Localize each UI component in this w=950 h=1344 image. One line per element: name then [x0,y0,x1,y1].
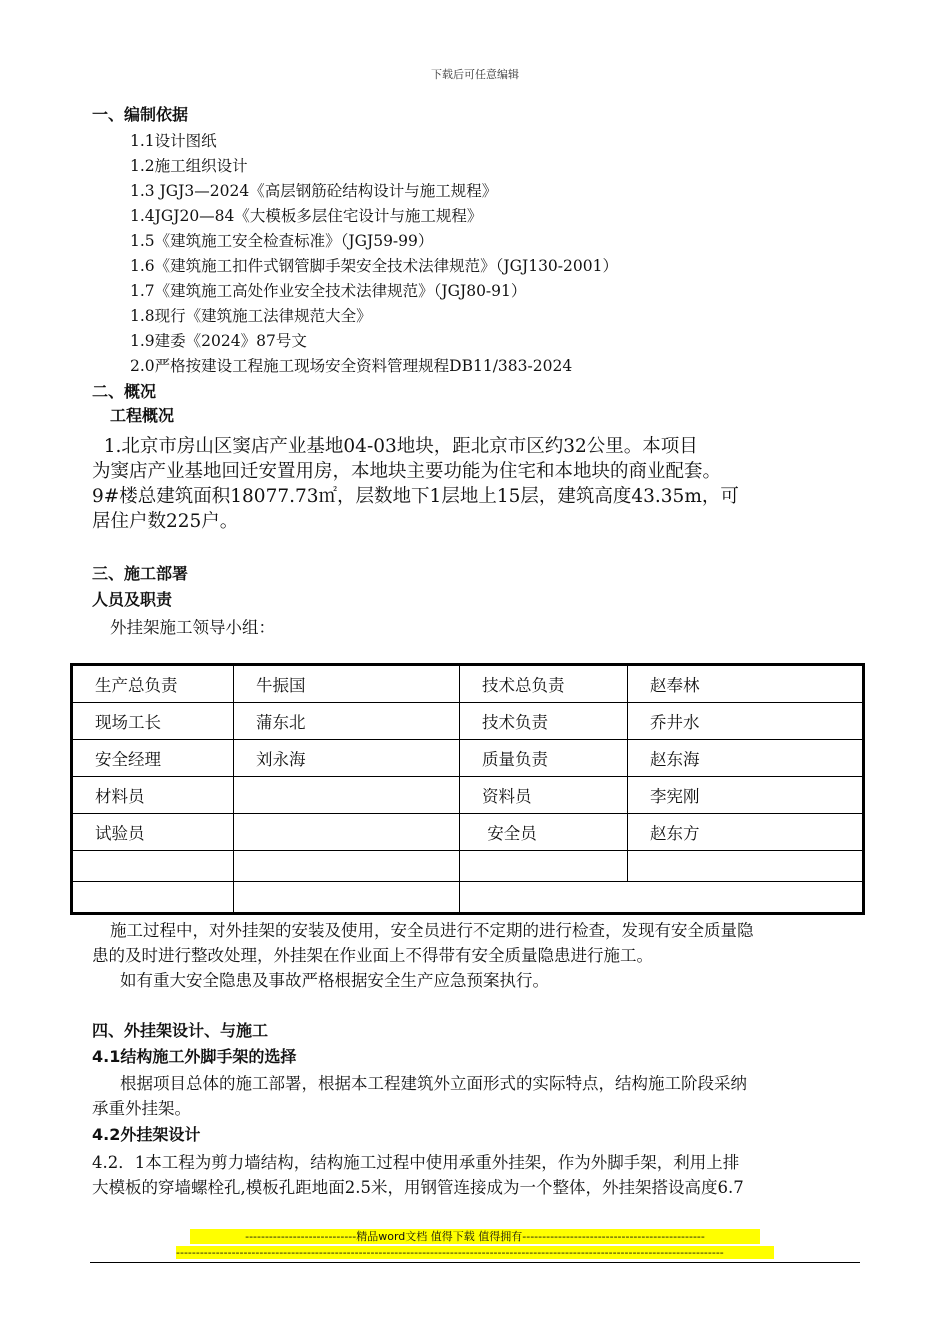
role-cell: 资料员 [460,777,628,814]
role-cell: 安全员 [460,814,628,851]
overview-line: 居住户数225户。 [92,511,239,532]
basis-item: 2.0严格按建设工程施工现场安全资料管理规程DB11/383-2024 [130,357,573,375]
staff-intro: 外挂架施工领导小组： [110,618,275,637]
selection-paragraph-line: 承重外挂架。 [92,1099,191,1118]
subsection-4-2-heading: 4.2外挂架设计 [92,1125,201,1144]
empty-cell [72,851,234,882]
role-cell: 质量负责 [460,740,628,777]
design-paragraph-line: 4.2．1本工程为剪力墙结构，结构施工过程中使用承重外挂架，作为外脚手架，利用上排 [92,1153,740,1172]
section-2-heading: 二、概况 [92,382,157,401]
person-cell: 赵东海 [628,740,864,777]
table-row [72,814,864,851]
empty-cell [234,851,460,882]
design-paragraph-line: 大模板的穿墙螺栓孔,模板孔距地面2.5米，用钢管连接成为一个整体，外挂架搭设高度6.7 [92,1178,744,1197]
empty-cell [460,882,864,914]
empty-cell [628,851,864,882]
overview-line: 1.北京市房山区窦店产业基地04-03地块，距北京市区约32公里。本项目 [92,436,698,457]
role-cell: 安全经理 [72,740,234,777]
person-cell [234,777,460,814]
role-cell: 材料员 [72,777,234,814]
empty-cell [234,882,460,914]
subsection-4-1-heading: 4.1结构施工外脚手架的选择 [92,1047,297,1066]
person-cell: 蒲东北 [234,703,460,740]
person-cell: 牛振国 [234,665,460,703]
footer-rule [90,1262,860,1263]
basis-item: 1.2施工组织设计 [130,157,248,175]
footer-dashes: ------------------------------------------------------------------------------------------------------------------------------------------ [176,1246,774,1259]
table-row [72,665,864,703]
person-cell: 乔井水 [628,703,864,740]
staff-table [70,663,865,915]
basis-item: 1.3 JGJ3—2024《高层钢筋砼结构设计与施工规程》 [130,182,498,200]
role-cell: 试验员 [72,814,234,851]
person-cell: 赵东方 [628,814,864,851]
overview-line: 为窦店产业基地回迁安置用房，本地块主要功能为住宅和本地块的商业配套。 [92,461,722,482]
basis-item: 1.5《建筑施工安全检查标准》（JGJ59-99） [130,232,434,250]
empty-cell [460,851,628,882]
table-row [72,777,864,814]
table-row [72,851,864,882]
emergency-paragraph: 如有重大安全隐患及事故严格根据安全生产应急预案执行。 [120,971,549,990]
overview-line: 9#楼总建筑面积18077.73㎡，层数地下1层地上15层，建筑高度43.35m，可 [92,486,739,507]
role-cell: 技术总负责 [460,665,628,703]
basis-item: 1.1设计图纸 [130,132,217,150]
page-header: 下载后可任意编辑 [431,68,519,81]
section-4-heading: 四、外挂架设计、与施工 [92,1021,269,1040]
basis-item: 1.6《建筑施工扣件式钢管脚手架安全技术法律规范》（JGJ130-2001） [130,257,618,275]
table-row [72,882,864,914]
role-cell: 技术负责 [460,703,628,740]
basis-item: 1.8现行《建筑施工法律规范大全》 [130,307,372,325]
role-cell: 生产总负责 [72,665,234,703]
footer-banner: ----------------------------精品word文档 值得下载 值得拥有---------------------------------------------- [190,1229,760,1244]
person-cell: 刘永海 [234,740,460,777]
table-row [72,703,864,740]
empty-cell [72,882,234,914]
inspection-paragraph-line: 患的及时进行整改处理，外挂架在作业面上不得带有安全质量隐患进行施工。 [92,946,653,965]
section-3-heading: 三、施工部署 [92,564,189,583]
person-cell: 赵奉林 [628,665,864,703]
role-cell: 现场工长 [72,703,234,740]
person-cell: 李宪刚 [628,777,864,814]
selection-paragraph-line: 根据项目总体的施工部署，根据本工程建筑外立面形式的实际特点，结构施工阶段采纳 [120,1074,747,1093]
person-cell [234,814,460,851]
basis-item: 1.4JGJ20—84《大模板多层住宅设计与施工规程》 [130,207,483,225]
overview-subheading: 工程概况 [110,406,175,425]
section-1-heading: 一、编制依据 [92,105,189,124]
basis-item: 1.9建委《2024》87号文 [130,332,307,350]
table-row [72,740,864,777]
staff-subheading: 人员及职责 [92,590,173,609]
basis-item: 1.7《建筑施工高处作业安全技术法律规范》（JGJ80-91） [130,282,527,300]
inspection-paragraph-line: 施工过程中，对外挂架的安装及使用，安全员进行不定期的进行检查，发现有安全质量隐 [110,921,754,940]
